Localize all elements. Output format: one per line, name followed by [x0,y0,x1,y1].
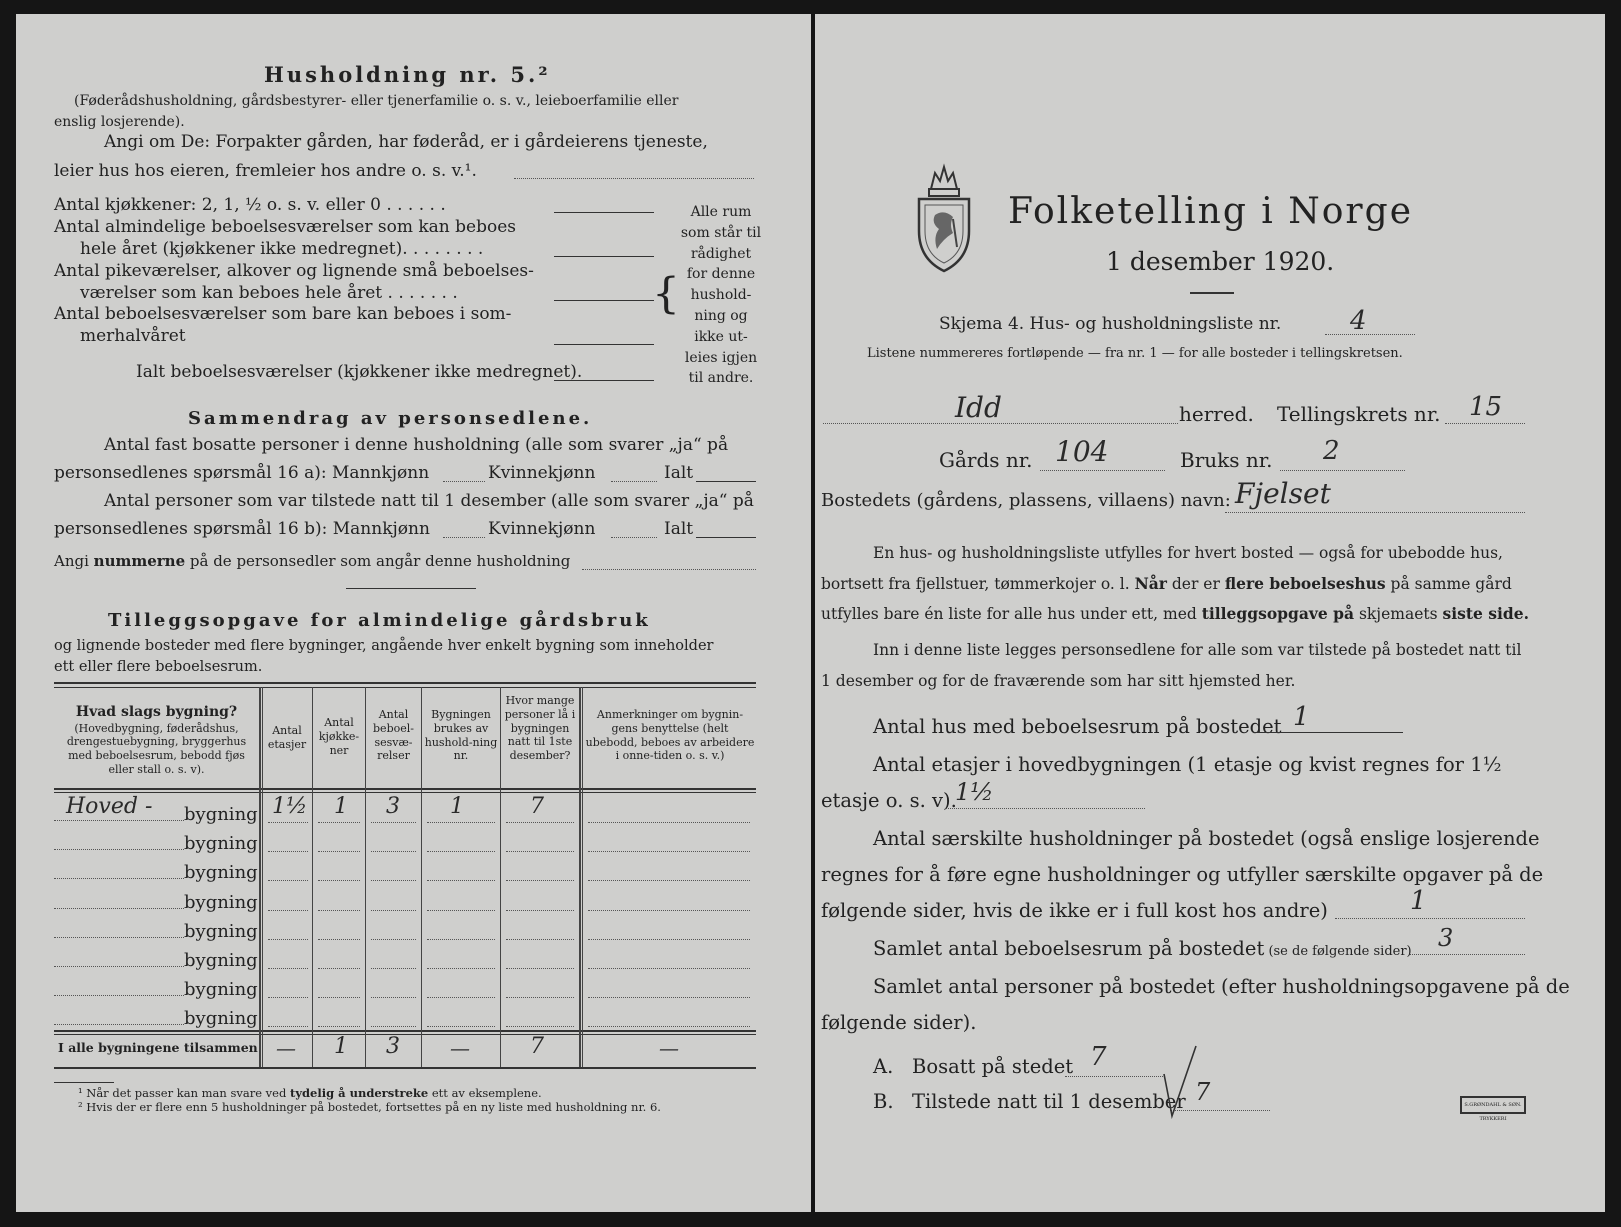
check-mark-icon [1160,1044,1200,1119]
building-type-field[interactable] [54,966,184,967]
floors-field[interactable] [945,808,1145,809]
table-cell-field[interactable] [588,939,750,940]
resident-male-field[interactable] [443,481,485,482]
footnote-rule [54,1082,114,1083]
printer-stamp: S.GRØNDAHL & SØN. TRYKKERI [1460,1096,1526,1114]
table-cell-field[interactable] [318,1026,360,1027]
present-male-field[interactable] [443,537,485,538]
form-date: 1 desember 1920. [1106,247,1335,276]
present-persons-label: Antal personer som var tilstede natt til 1 desember (alle som svarer „ja“ på [104,491,754,511]
building-type-field[interactable] [54,820,184,821]
present-prefix: B. [873,1090,894,1113]
farm-number-label: Gårds nr. [939,448,1033,472]
building-word: bygning [184,862,258,884]
title-divider [1190,292,1234,294]
angi-line-cont: leier hus hos eieren, fremleier hos andre o. s. v.¹. [54,161,477,181]
building-type-field[interactable] [54,878,184,879]
resident-field[interactable] [1065,1076,1165,1077]
table-cell-field[interactable] [371,1026,416,1027]
table-row [54,971,756,1000]
small-rooms-label: Antal pikeværelser, alkover og lignende små beboelses- [54,261,534,281]
present-female-label: Kvinnekjønn [488,519,596,539]
schema-label: Skjema 4. Hus- og husholdningsliste nr. [939,314,1282,334]
row-kitchens-value[interactable]: 1 [334,794,348,819]
buildings-table [54,682,756,1070]
list-number-value[interactable]: 4 [1350,306,1367,336]
list-number-field[interactable] [1325,334,1415,335]
building-type-value[interactable]: Hoved - [66,794,153,819]
instructions-2: bortsett fra fjellstuer, tømmerkojer o. l. Når der er flere beboelseshus på samme gård [821,574,1512,593]
present-value[interactable]: 7 [1195,1078,1211,1106]
kitchens-label: Antal kjøkkener: 2, 1, ½ o. s. v. eller 0 . . . . . . [54,195,446,215]
present-male-label: personsedlenes spørsmål 16 b): Mannkjønn [54,519,430,539]
table-row [54,854,756,883]
footnote-1: ¹ Når det passer kan man svare ved tydelig å understreke ett av eksemplene. [78,1086,542,1100]
table-cell-field[interactable] [268,1026,308,1027]
table-cell-field[interactable] [371,910,416,911]
table-cell-field[interactable] [371,880,416,881]
instructions-3: utfylles bare én liste for alle hus under ett, med tilleggsopgave på skjemaets siste side. [821,604,1529,623]
table-cell-field[interactable] [506,851,574,852]
resident-total-field[interactable] [696,481,756,482]
row-rooms-value[interactable]: 3 [386,794,400,819]
floors-value[interactable]: 1½ [955,778,994,806]
table-cell-field[interactable] [318,939,360,940]
form-title: Folketelling i Norge [1008,191,1413,232]
building-word: bygning [184,979,258,1001]
table-cell-field[interactable] [318,997,360,998]
table-cell-field[interactable] [268,997,308,998]
table-row [54,884,756,913]
floors-label: Antal etasjer i hovedbygningen (1 etasje og kvist regnes for 1½ [873,753,1502,776]
table-cell-field[interactable] [268,851,308,852]
building-word: bygning [184,891,258,913]
table-cell-field[interactable] [318,880,360,881]
resident-value[interactable]: 7 [1090,1042,1107,1072]
small-rooms-field[interactable] [554,300,654,301]
ordinary-rooms-field[interactable] [554,256,654,257]
houses-count-value[interactable]: 1 [1293,702,1310,732]
coat-of-arms-icon [913,159,975,275]
row-floors-value[interactable]: 1½ [272,794,308,819]
table-cell-field[interactable] [268,880,308,881]
total-rooms-place-label: Samlet antal beboelsesrum på bostedet (se de følgende sider) [873,937,1412,960]
district-label: Tellingskrets nr. [1277,402,1441,426]
brace: { [652,269,680,318]
total-floors[interactable]: — [276,1036,296,1060]
col-remarks: Anmerkninger om bygnin-gens benyttelse (helt ubebodd, beboes av arbeidere i onne-tiden o. s. v.) [585,708,755,763]
instructions-1: En hus- og husholdningsliste utfylles for hvert bosted — også for ubebodde hus, [873,544,1503,562]
summary-title: Sammendrag av personsedlene. [188,408,593,429]
table-cell-field[interactable] [427,851,495,852]
building-type-field[interactable] [54,995,184,996]
household-desc-cont: enslig losjerende). [54,114,185,130]
table-cell-field[interactable] [506,997,574,998]
row-household-value[interactable]: 1 [450,794,464,819]
ordinary-rooms-label: Antal almindelige beboelsesværelser som kan beboes [54,217,516,237]
col-rooms: Antal beboel-sesvæ-relser [373,708,414,763]
supplement-desc: og lignende bosteder med flere bygninger, angående hver enkelt bygning som inneholder [54,638,714,654]
person-numbers-label: Angi nummerne på de personsedler som angår denne husholdning [54,552,571,570]
total-rooms-place-value[interactable]: 3 [1438,924,1454,952]
table-cell-field[interactable] [506,910,574,911]
table-cell-field[interactable] [506,939,574,940]
col-persons: Hvor mange personer lå i bygningen natt til 1ste desember? [504,694,576,762]
summer-rooms-label: Antal beboelsesværelser som bare kan beboes i som- [54,304,512,324]
table-cell-field[interactable] [427,1026,495,1027]
total-rooms-label: Ialt beboelsesværelser (kjøkkener ikke medregnet). [136,362,583,382]
col-kitchens: Antal kjøkke-ner [318,716,360,757]
building-type-field[interactable] [54,937,184,938]
table-cell-field[interactable] [371,939,416,940]
resident-total-label: Ialt [664,463,694,483]
resident-female-field[interactable] [611,481,657,482]
table-cell-field[interactable] [268,822,308,823]
present-female-field[interactable] [611,537,657,538]
total-rooms-field[interactable] [554,380,654,381]
table-cell-field[interactable] [427,910,495,911]
table-cell-field[interactable] [318,851,360,852]
table-cell-field[interactable] [588,822,750,823]
total-remarks[interactable]: — [659,1036,679,1060]
district-field[interactable] [1445,423,1525,424]
present-total-field[interactable] [696,537,756,538]
brace-note-line: hushold- [690,287,752,304]
building-word: bygning [184,1008,258,1030]
table-cell-field[interactable] [371,822,416,823]
total-rooms[interactable]: 3 [386,1034,400,1059]
table-cell-field[interactable] [268,910,308,911]
floors-label-cont: etasje o. s. v). [821,789,957,812]
table-cell-field[interactable] [371,968,416,969]
left-page [16,14,811,1212]
brace-note [676,202,766,389]
houses-count-label: Antal hus med beboelsesrum på bostedet [873,715,1282,738]
brace-note-line: for denne [686,266,756,283]
instructions-5: 1 desember og for de fraværende som har sitt hjemsted her. [821,672,1296,690]
table-cell-field[interactable] [427,939,495,940]
holding-number-label: Bruks nr. [1180,448,1273,472]
table-row [54,1000,756,1029]
instructions-4: Inn i denne liste legges personsedlene for alle som var tilstede på bostedet natt til [873,641,1522,659]
small-rooms-label-cont: værelser som kan beboes hele året . . . . . . . [80,283,458,303]
households-label: Antal særskilte husholdninger på bostedet (også enslige losjerende [873,827,1540,850]
present-label: Tilstede natt til 1 desember [912,1090,1186,1113]
brace-note-line: Alle rum [690,204,752,220]
brace-note-line: leies igjen [684,349,758,366]
households-value[interactable]: 1 [1410,886,1427,916]
total-rooms-place-field[interactable] [1410,954,1525,955]
table-cell-field[interactable] [588,910,750,911]
total-kitchens[interactable]: 1 [334,1034,348,1059]
place-name-label: Bostedets (gårdens, plassens, villaens) navn: [821,490,1231,511]
summer-rooms-field[interactable] [554,344,654,345]
building-type-field[interactable] [54,1024,184,1025]
table-row [54,942,756,971]
ordinary-rooms-label-cont: hele året (kjøkkener ikke medregnet). . . . . . . . [80,239,484,259]
district-value[interactable]: 15 [1469,392,1503,422]
kitchens-field[interactable] [554,212,654,213]
table-cell-field[interactable] [318,968,360,969]
houses-count-field[interactable] [1253,732,1403,733]
resident-female-label: Kvinnekjønn [488,463,596,483]
building-word: bygning [184,804,258,825]
table-cell-field[interactable] [588,1026,750,1027]
farm-number-value[interactable]: 104 [1055,435,1109,468]
brace-note-line: rådighet [690,245,752,262]
building-word: bygning [184,833,258,855]
place-name-value[interactable]: Fjelset [1235,477,1331,510]
summer-rooms-label-cont: merhalvåret [80,326,186,346]
resident-persons-label: Antal fast bosatte personer i denne husholdning (alle som svarer „ja“ på [104,435,729,455]
supplement-desc-cont: ett eller flere beboelsesrum. [54,659,263,675]
total-persons-label: Samlet antal personer på bostedet (efter husholdningsopgavene på de [873,975,1570,998]
building-word: bygning [184,950,258,971]
table-cell-field[interactable] [588,880,750,881]
total-persons[interactable]: 7 [530,1034,544,1059]
col-household: Bygningen brukes av hushold-ning nr. [424,708,498,763]
brace-note-line: som står til [680,224,762,241]
present-total-label: Ialt [664,519,694,539]
brace-note-line: til andre. [688,370,754,387]
total-household[interactable]: — [450,1036,470,1060]
household-title: Husholdning nr. 5.² [264,62,551,87]
table-row [54,913,756,942]
table-cell-field[interactable] [427,822,495,823]
resident-male-label: personsedlenes spørsmål 16 a): Mannkjønn [54,463,430,483]
footnote-2: ² Hvis der er flere enn 5 husholdninger på bostedet, fortsettes på en ny liste med husholdning nr. 6. [78,1100,661,1114]
total-row-label: I alle bygningene tilsammen [58,1040,258,1055]
table-cell-field[interactable] [427,880,495,881]
households-field[interactable] [1335,918,1525,919]
table-cell-field[interactable] [371,851,416,852]
person-numbers-field[interactable] [582,569,756,570]
table-cell-field[interactable] [371,997,416,998]
herred-field[interactable] [823,423,1178,424]
total-persons-label-cont: følgende sider). [821,1011,977,1034]
supplement-title: Tilleggsopgave for almindelige gårdsbruk [108,610,651,631]
households-label-cont: regnes for å føre egne husholdninger og utfyller særskilte opgaver på de [821,863,1544,886]
resident-label: Bosatt på stedet [912,1055,1074,1078]
table-cell-field[interactable] [588,997,750,998]
herred-value[interactable]: Idd [955,391,1002,424]
table-cell-field[interactable] [427,997,495,998]
holding-number-field[interactable] [1280,470,1405,471]
brace-note-line: ikke ut- [694,328,748,345]
table-cell-field[interactable] [506,968,574,969]
section-divider [346,588,476,589]
table-cell-field[interactable] [506,880,574,881]
table-cell-field[interactable] [318,910,360,911]
angi-line: Angi om De: Forpakter gården, har føderåd, er i gårdeierens tjeneste, [104,132,708,152]
col-building-type: Hvad slags bygning? (Hovedbygning, føderådshus, drengestuebygning, bryggerhus med beboelsesrum, bebodd fjøs eller stall o. s. v). [66,704,247,776]
table-cell-field[interactable] [427,968,495,969]
herred-label: herred. [1179,402,1254,426]
building-type-field[interactable] [54,908,184,909]
right-page [815,14,1605,1212]
table-row [54,796,756,825]
table-cell-field[interactable] [588,968,750,969]
table-cell-field[interactable] [268,939,308,940]
angi-field[interactable] [514,178,754,179]
households-label-cont-2: følgende sider, hvis de ikke er i full kost hos andre) [821,899,1328,922]
place-name-field[interactable] [1225,512,1525,513]
table-cell-field[interactable] [588,851,750,852]
household-desc: (Føderådshusholdning, gårdsbestyrer- eller tjenerfamilie o. s. v., leieboerfamilie eller [74,93,679,109]
resident-prefix: A. [873,1055,894,1078]
brace-note-line: ning og [694,307,748,324]
building-type-field[interactable] [54,849,184,850]
holding-number-value[interactable]: 2 [1323,436,1340,466]
numbering-note: Listene nummereres fortløpende — fra nr. 1 — for alle bosteder i tellingskretsen. [867,346,1403,361]
row-persons-value[interactable]: 7 [530,794,544,819]
table-cell-field[interactable] [318,822,360,823]
table-cell-field[interactable] [506,1026,574,1027]
building-word: bygning [184,920,258,942]
farm-number-field[interactable] [1040,470,1165,471]
table-row [54,825,756,854]
table-cell-field[interactable] [268,968,308,969]
col-floors: Antal etasjer [267,724,307,751]
table-cell-field[interactable] [506,822,574,823]
